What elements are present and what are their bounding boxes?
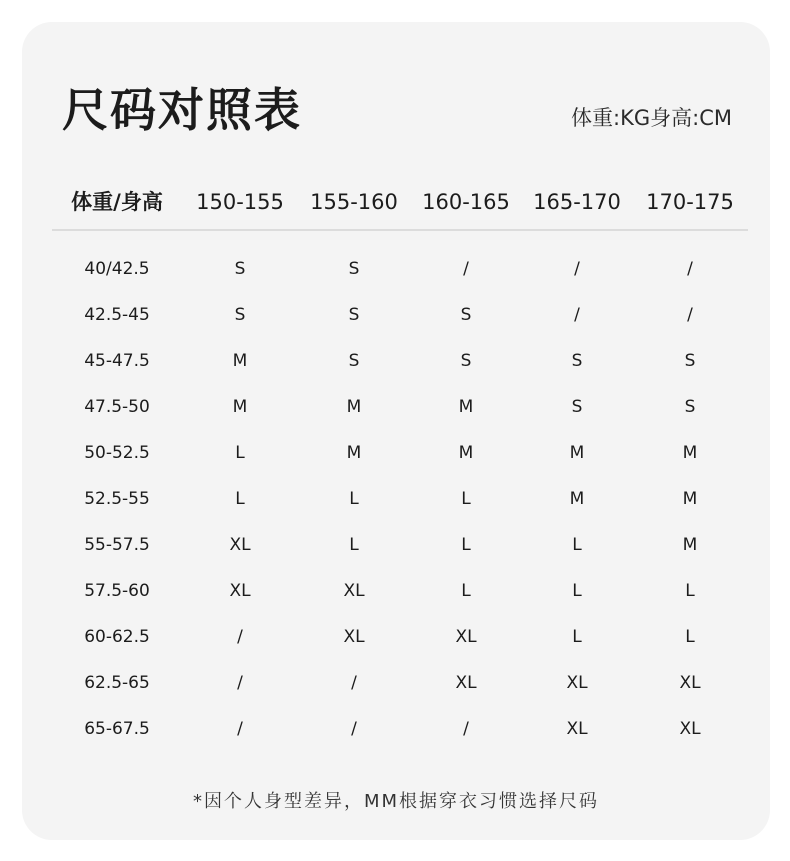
- size-cell: /: [463, 719, 469, 739]
- size-cell: M: [569, 489, 585, 509]
- row-weight-label: 42.5-45: [84, 305, 150, 325]
- row-weight-label: 40/42.5: [84, 259, 150, 279]
- size-cell: S: [571, 397, 583, 417]
- size-cell: S: [234, 305, 246, 325]
- size-cell: S: [348, 259, 360, 279]
- size-cell: M: [458, 397, 474, 417]
- size-cell: /: [351, 673, 357, 693]
- size-cell: XL: [679, 719, 701, 739]
- size-cell: M: [682, 443, 698, 463]
- row-weight-label: 52.5-55: [84, 489, 150, 509]
- size-cell: S: [348, 305, 360, 325]
- page-title: 尺码对照表: [62, 83, 302, 137]
- size-cell: XL: [566, 719, 588, 739]
- size-cell: XL: [343, 627, 365, 647]
- header-divider: [52, 229, 748, 231]
- size-cell: M: [346, 397, 362, 417]
- row-weight-label: 50-52.5: [84, 443, 150, 463]
- row-weight-label: 60-62.5: [84, 627, 150, 647]
- row-weight-label: 55-57.5: [84, 535, 150, 555]
- size-cell: XL: [229, 535, 251, 555]
- row-weight-label: 45-47.5: [84, 351, 150, 371]
- header-height-2: 160-165: [422, 190, 510, 214]
- size-cell: L: [572, 581, 582, 601]
- size-cell: M: [458, 443, 474, 463]
- size-cell: M: [346, 443, 362, 463]
- size-cell: M: [232, 397, 248, 417]
- size-cell: /: [463, 259, 469, 279]
- size-chart-card: [22, 22, 770, 840]
- size-cell: L: [685, 581, 695, 601]
- size-cell: S: [460, 305, 472, 325]
- size-cell: /: [687, 259, 693, 279]
- size-cell: S: [234, 259, 246, 279]
- size-cell: /: [237, 627, 243, 647]
- size-cell: XL: [343, 581, 365, 601]
- size-cell: L: [349, 535, 359, 555]
- size-cell: M: [569, 443, 585, 463]
- size-cell: /: [351, 719, 357, 739]
- size-cell: L: [235, 443, 245, 463]
- footnote: *因个人身型差异，MM根据穿衣习惯选择尺码: [192, 791, 600, 812]
- size-cell: S: [684, 397, 696, 417]
- size-cell: /: [237, 719, 243, 739]
- size-cell: S: [348, 351, 360, 371]
- size-cell: L: [349, 489, 359, 509]
- size-cell: L: [461, 489, 471, 509]
- size-cell: M: [232, 351, 248, 371]
- size-cell: M: [682, 489, 698, 509]
- size-cell: L: [685, 627, 695, 647]
- size-cell: XL: [455, 627, 477, 647]
- size-cell: /: [687, 305, 693, 325]
- unit-label: 体重:KG身高:CM: [571, 106, 732, 130]
- header-height-4: 170-175: [646, 190, 734, 214]
- size-cell: S: [460, 351, 472, 371]
- size-cell: L: [572, 535, 582, 555]
- row-weight-label: 65-67.5: [84, 719, 150, 739]
- header-height-1: 155-160: [310, 190, 398, 214]
- size-cell: S: [684, 351, 696, 371]
- size-cell: XL: [566, 673, 588, 693]
- size-cell: /: [237, 673, 243, 693]
- size-cell: M: [682, 535, 698, 555]
- size-cell: XL: [455, 673, 477, 693]
- size-cell: /: [574, 259, 580, 279]
- size-cell: L: [235, 489, 245, 509]
- row-weight-label: 57.5-60: [84, 581, 150, 601]
- size-cell: S: [571, 351, 583, 371]
- header-height-0: 150-155: [196, 190, 284, 214]
- header-corner: 体重/身高: [71, 190, 163, 214]
- size-cell: /: [574, 305, 580, 325]
- header-height-3: 165-170: [533, 190, 621, 214]
- size-cell: L: [461, 535, 471, 555]
- size-cell: XL: [679, 673, 701, 693]
- size-cell: L: [572, 627, 582, 647]
- row-weight-label: 62.5-65: [84, 673, 150, 693]
- size-cell: XL: [229, 581, 251, 601]
- row-weight-label: 47.5-50: [84, 397, 150, 417]
- size-cell: L: [461, 581, 471, 601]
